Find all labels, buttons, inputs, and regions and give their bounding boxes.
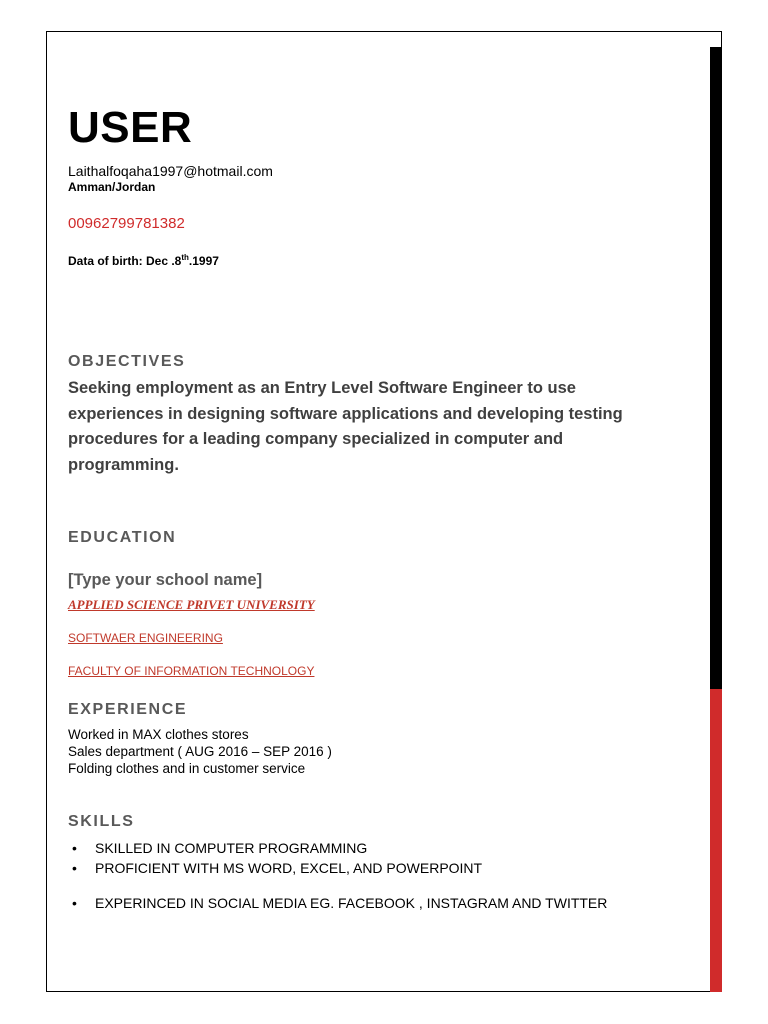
phone-number: 00962799781382	[68, 215, 185, 232]
dob-prefix: Data of birth: Dec .8	[68, 254, 182, 268]
dob-year: .1997	[188, 254, 219, 268]
location: Amman/Jordan	[68, 180, 156, 194]
experience-line: Worked in MAX clothes stores	[68, 727, 249, 742]
date-of-birth	[68, 250, 219, 269]
objectives-text: Seeking employment as an Entry Level Software Engineer to use experiences in designing software applications and developing testing procedures for a leading company specialized in computer and programming.	[68, 379, 623, 474]
skills-list	[68, 838, 607, 913]
skill-item: • PROFICIENT WITH MS WORD, EXCEL, AND POWERPOINT	[68, 858, 607, 878]
email-address[interactable]: Laithalfoqaha1997@hotmail.com	[68, 163, 273, 179]
education-heading: EDUCATION	[68, 529, 177, 546]
faculty-name: FACULTY OF INFORMATION TECHNOLOGY	[68, 664, 315, 678]
experience-heading: EXPERIENCE	[68, 701, 188, 718]
dob-ordinal: th	[181, 253, 189, 262]
skill-item: • EXPERINCED IN SOCIAL MEDIA EG. FACEBOOK , INSTAGRAM AND TWITTER	[68, 893, 607, 913]
skill-item: • SKILLED IN COMPUTER PROGRAMMING	[68, 838, 607, 858]
skills-heading: SKILLS	[68, 813, 135, 830]
objectives-heading: OBJECTIVES	[68, 353, 186, 370]
candidate-name: USER	[68, 103, 193, 152]
side-bar-red	[710, 689, 722, 992]
experience-line: Folding clothes and in customer service	[68, 761, 306, 776]
experience-line: Sales department ( AUG 2016 – SEP 2016 )	[68, 744, 332, 759]
degree-major: SOFTWAER ENGINEERING	[68, 631, 223, 645]
school-name-placeholder[interactable]: [Type your school name]	[68, 571, 263, 589]
university-name: APPLIED SCIENCE PRIVET UNIVERSITY	[68, 597, 315, 612]
side-bar-black	[710, 47, 722, 689]
experience-list	[68, 726, 332, 777]
